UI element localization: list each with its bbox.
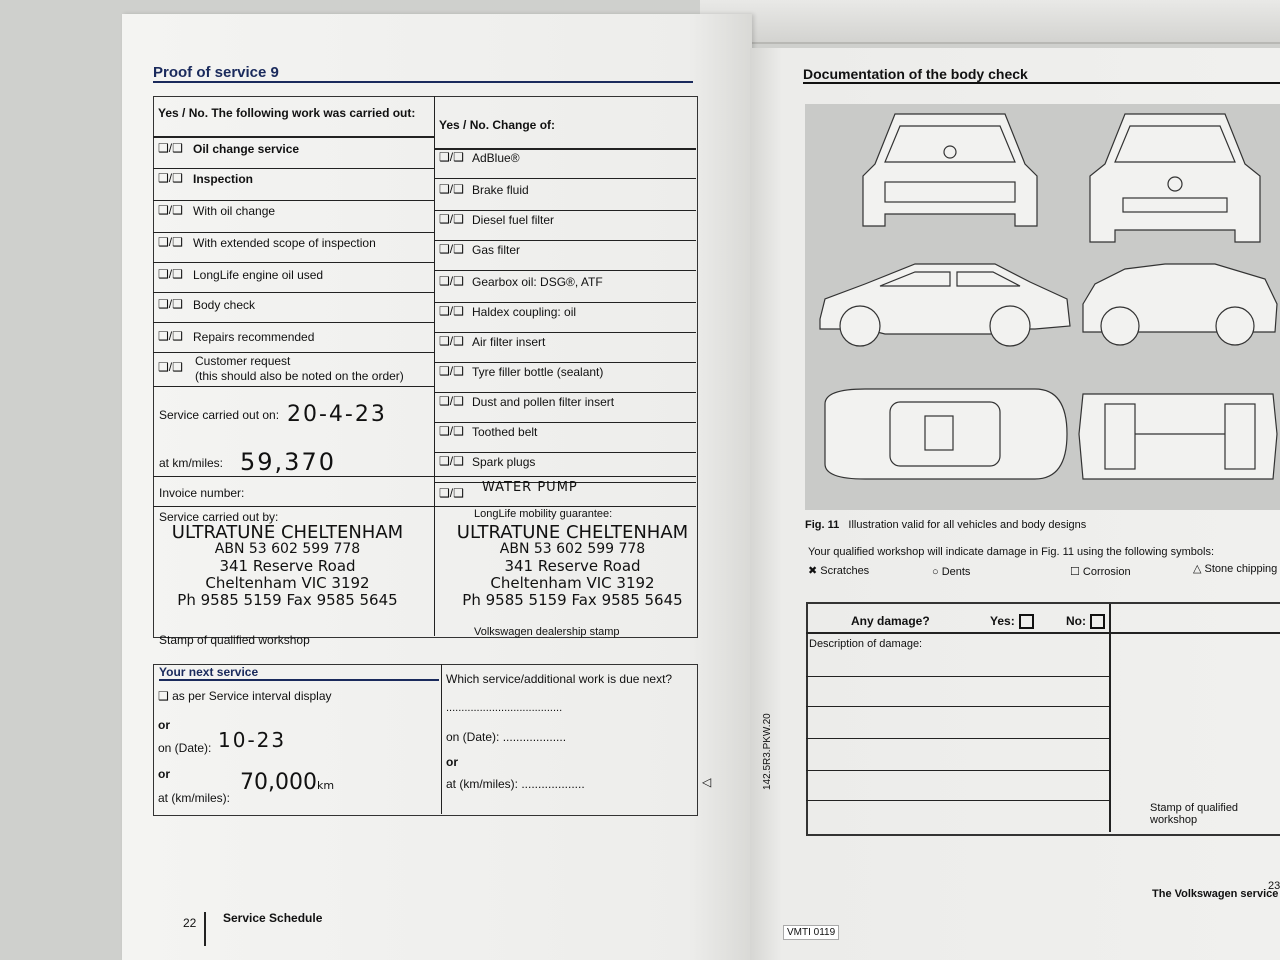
stamp-name: ULTRATUNE CHELTENHAM [171, 522, 404, 543]
next-date-value[interactable]: 10-23 [218, 728, 287, 752]
workshop-stamp [160, 524, 415, 609]
mobility-label: LongLife mobility guarantee: [474, 508, 613, 520]
yn-check[interactable]: ❑/❑ [439, 454, 464, 468]
work-item: Repairs recommended [193, 330, 315, 344]
row-divider [153, 168, 435, 169]
col2-header: Yes / No. Change of: [439, 118, 556, 132]
yn-check[interactable]: ❑/❑ [158, 267, 183, 281]
stamp-city: Cheltenham VIC 3192 [490, 574, 655, 592]
stamp-vw-label: Volkswagen dealership stamp [474, 626, 620, 638]
yn-check[interactable]: ❑/❑ [158, 171, 183, 185]
yn-check[interactable]: ❑/❑ [439, 364, 464, 378]
yn-check[interactable]: ❑/❑ [439, 394, 464, 408]
description-label: Description of damage: [809, 638, 923, 650]
row-divider [153, 262, 435, 263]
next-service-title: Your next service [159, 665, 439, 681]
dealer-stamp [440, 524, 705, 609]
yn-check[interactable]: ❑/❑ [439, 182, 464, 196]
footer-left: Service Schedule [223, 911, 323, 925]
or-label: or [158, 767, 170, 781]
yes-option[interactable]: Yes: [990, 614, 1034, 629]
yn-check[interactable]: ❑/❑ [439, 424, 464, 438]
row-divider [434, 452, 696, 453]
car-underbody-view [1079, 394, 1277, 479]
arrow-icon: ◁ [702, 775, 712, 789]
or-label: or [158, 718, 170, 732]
stamp-abn: ABN 53 602 599 778 [214, 541, 361, 557]
col1-header: Yes / No. The following work was carried out: [158, 106, 416, 120]
row-divider [434, 422, 696, 423]
no-checkbox[interactable] [1090, 614, 1105, 629]
due-date-dots[interactable]: on (Date): ................... [446, 730, 567, 744]
yn-check[interactable]: ❑/❑ [158, 235, 183, 249]
yes-checkbox[interactable] [1019, 614, 1034, 629]
page-number-left: 22 [183, 916, 197, 930]
body-check-illustration [805, 104, 1280, 510]
any-damage-label: Any damage? [851, 614, 930, 628]
change-item: Toothed belt [472, 425, 538, 439]
stamp-street: 341 Reserve Road [504, 557, 641, 575]
stamp-abn: ABN 53 602 599 778 [499, 541, 646, 557]
row-divider [434, 210, 696, 211]
yn-check[interactable]: ❑/❑ [158, 141, 183, 155]
row-divider [434, 332, 696, 333]
interval-option[interactable]: ❑ as per Service interval display [158, 689, 332, 703]
customer-request-label: Customer request [195, 354, 291, 368]
change-item: Dust and pollen filter insert [472, 395, 615, 409]
row-divider [153, 232, 435, 233]
work-item: With oil change [193, 204, 276, 218]
change-item: Gas filter [472, 243, 521, 257]
right-page-title: Documentation of the body check [803, 66, 1280, 84]
symbol-scratches: ✖ Scratches [808, 565, 870, 577]
due-next-label: Which service/additional work is due next? [446, 672, 673, 686]
next-date-label: on (Date): [158, 741, 212, 755]
yn-check[interactable]: ❑/❑ [439, 274, 464, 288]
change-item: Spark plugs [472, 455, 536, 469]
km-value[interactable]: 59,370 [240, 448, 336, 476]
symbol-corrosion: ☐ Corrosion [1070, 566, 1131, 578]
row-divider [434, 178, 696, 179]
handwritten-extra-work: WATER PUMP [482, 480, 578, 495]
yn-check[interactable]: ❑/❑ [439, 486, 464, 500]
work-item: With extended scope of inspection [193, 236, 376, 250]
carried-by-label: Service carried out by: [159, 510, 279, 524]
row-divider [153, 352, 435, 353]
stamp-phone: Ph 9585 5159 Fax 9585 5645 [177, 591, 398, 609]
change-item: Diesel fuel filter [472, 213, 555, 227]
stamp-label: Stamp of qualified workshop [1150, 802, 1239, 826]
page-number-right: 23 [1268, 880, 1280, 892]
yn-check[interactable]: ❑/❑ [158, 203, 183, 217]
stamp-city: Cheltenham VIC 3192 [205, 574, 370, 592]
fig-label: Fig. 11 [805, 519, 840, 531]
change-item: Tyre filler bottle (sealant) [472, 365, 604, 379]
service-date-value[interactable]: 20-4-23 [287, 402, 387, 427]
row-divider [434, 240, 696, 241]
invoice-label: Invoice number: [159, 486, 245, 500]
yn-check[interactable]: ❑/❑ [439, 212, 464, 226]
customer-request-note: (this should also be noted on the order) [195, 369, 404, 383]
symbol-dents: ○ Dents [932, 566, 971, 578]
car-side-view-right [1083, 264, 1277, 345]
change-item: Air filter insert [472, 335, 546, 349]
row-divider [153, 200, 435, 201]
work-item: Inspection [193, 172, 254, 186]
car-top-view [825, 389, 1067, 479]
yn-check[interactable]: ❑/❑ [158, 360, 183, 374]
stamp-qualified-label: Stamp of qualified workshop [159, 633, 310, 647]
row-divider [434, 392, 696, 393]
yn-check[interactable]: ❑/❑ [439, 242, 464, 256]
side-code: 142.5R3.PKW.20 [762, 713, 773, 790]
car-front-view [1090, 114, 1260, 242]
change-item: Brake fluid [472, 183, 529, 197]
next-km-value[interactable]: 70,000km [240, 770, 335, 795]
vmti-code: VMTI 0119 [783, 925, 839, 940]
change-item: Haldex coupling: oil [472, 305, 577, 319]
change-item: Gearbox oil: DSG®, ATF [472, 275, 603, 289]
yn-check[interactable]: ❑/❑ [439, 334, 464, 348]
service-date-label: Service carried out on: [159, 408, 280, 422]
work-item: LongLife engine oil used [193, 268, 324, 282]
next-km-label: at (km/miles): [158, 791, 230, 805]
no-option[interactable]: No: [1066, 614, 1105, 629]
due-next-dots[interactable]: ...................................... [446, 702, 563, 714]
work-item: Oil change service [193, 142, 300, 156]
yn-check[interactable]: ❑/❑ [158, 329, 183, 343]
yn-check[interactable]: ❑/❑ [439, 304, 464, 318]
yn-check[interactable]: ❑/❑ [158, 297, 183, 311]
car-side-view-left [820, 264, 1070, 346]
km-label: at km/miles: [159, 456, 224, 470]
page-title: Proof of service 9 [153, 64, 693, 83]
fig-caption-text: Illustration valid for all vehicles and body designs [848, 519, 1087, 531]
fig-caption [805, 519, 1086, 531]
row-divider [434, 302, 696, 303]
background-manual-stack [700, 0, 1280, 44]
stamp-street: 341 Reserve Road [219, 557, 356, 575]
car-diagram [805, 104, 1280, 510]
due-km-dots[interactable]: at (km/miles): ................... [446, 777, 585, 791]
or-label: or [446, 755, 458, 769]
car-rear-view [863, 114, 1037, 226]
workshop-note: Your qualified workshop will indicate damage in Fig. 11 using the following symbols: [808, 546, 1215, 558]
row-divider [153, 322, 435, 323]
yn-check[interactable]: ❑/❑ [439, 150, 464, 164]
row-divider [434, 362, 696, 363]
footer-right: The Volkswagen service [1152, 888, 1279, 900]
symbol-stone-chipping: △ Stone chipping [1193, 563, 1278, 575]
row-divider [153, 292, 435, 293]
change-item: AdBlue® [472, 151, 520, 165]
stamp-name: ULTRATUNE CHELTENHAM [456, 522, 689, 543]
work-item: Body check [193, 298, 256, 312]
stamp-phone: Ph 9585 5159 Fax 9585 5645 [462, 591, 683, 609]
row-divider [434, 270, 696, 271]
